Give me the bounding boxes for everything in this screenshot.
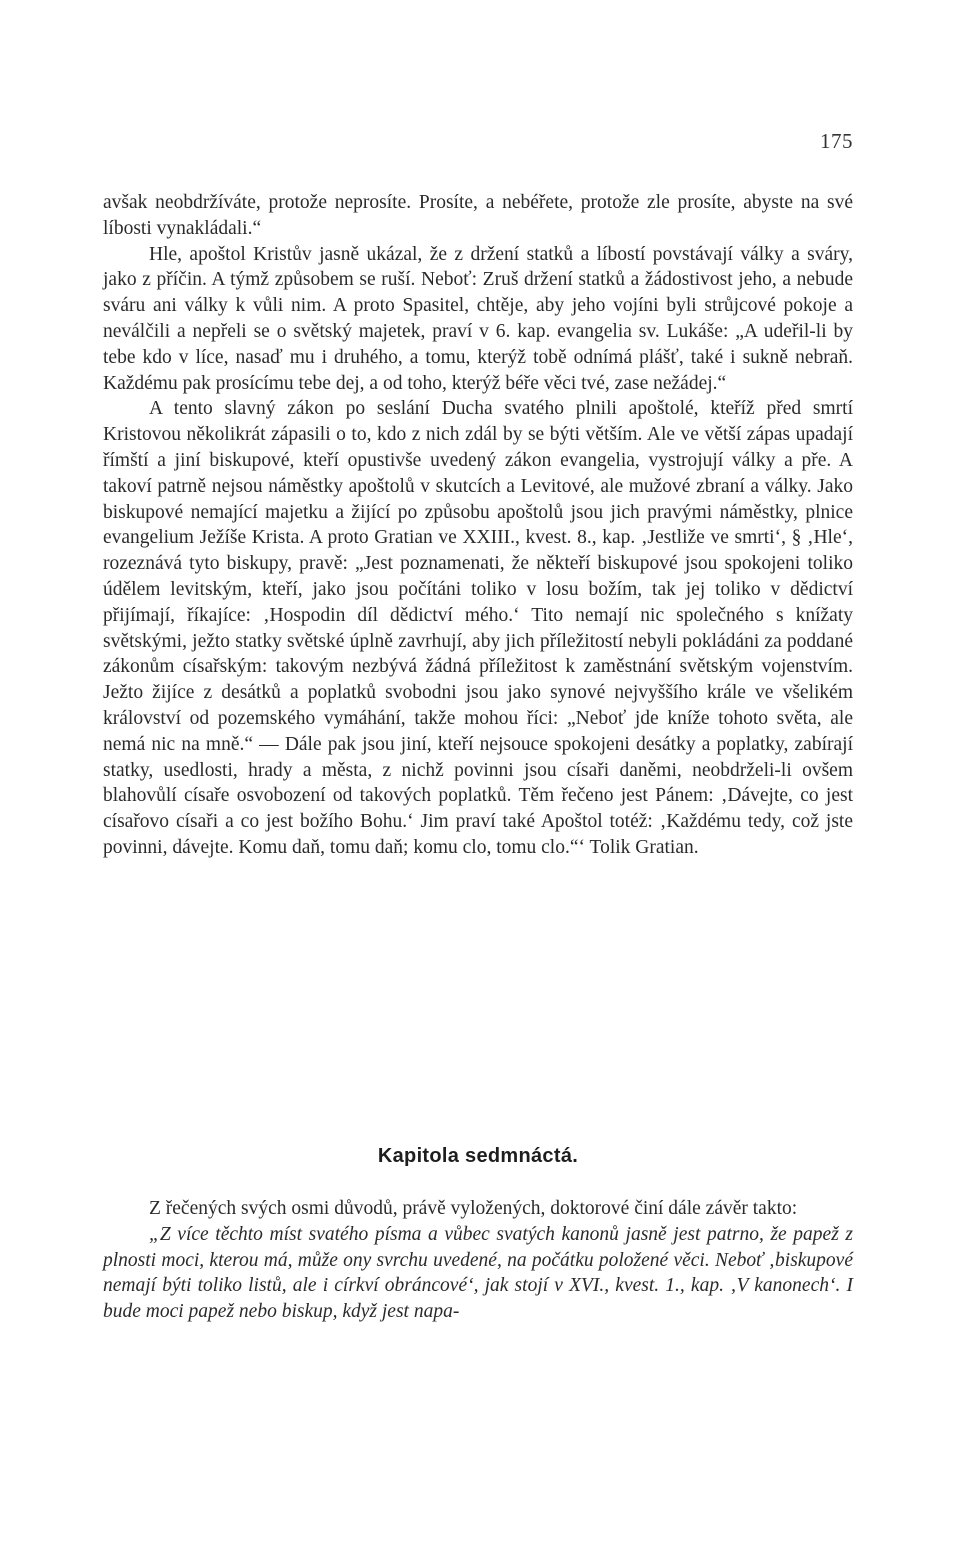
- chapter-text: [103, 1196, 853, 1325]
- paragraph: avšak neobdržíváte, protože neprosíte. Prosíte, a nebéřete, protože zle prosíte, abyste na své líbosti vynakládali.“: [103, 192, 853, 239]
- paragraph: Hle, apoštol Kristův jasně ukázal, že z držení statků a líbostí povstávají války a sváry, jako z příčin. A týmž způsobem se ruší. Neboť: Zruš držení statků a žádostivost jeho, a nebude sváru ani války k vůli nim. A proto Spasitel, chtěje, aby jeho vojíni byli strůjcové pokoje a neválčili a nepřeli se o světský majetek, praví v 6. kap. evangelia sv. Lukáše: „A udeřil-li by tebe kdo v líce, nasaď mu i druhého, a tomu, kterýž tobě odnímá plášť, také i sukně nebraň. Každému pak prosícímu tebe dej, a od toho, kterýž béře věci tvé, zase nežádej.“: [103, 243, 853, 394]
- chapter-intro-paragraph: Z řečených svých osmi důvodů, právě vyložených, doktorové činí dále závěr takto:: [149, 1198, 798, 1219]
- paragraph: A tento slavný zákon po seslání Ducha svatého plnili apoštolé, kteříž před smrtí Kristovou několikrát zápasili o to, kdo z nich zdál by se býti větším. Ale ve větší zápas upadají římští a jiní biskupové, kteří opustivše uvedený zákon evangelia, vystrojují války a pře. A takoví patrně nejsou náměstky apoštolů v skutcích a Levitové, ale mužové zbraní a války. Jako biskupové nemající majetku a žijící po způsobu apoštolů jsou jich pravými náměstky, plnice evangelium Ježíše Krista. A proto Gratian ve XXIII., kvest. 8., kap. ‚Jestliže ve smrti‘, § ‚Hle‘, rozeznává tyto biskupy, pravě: „Jest poznamenati, že někteří biskupové jsou spokojeni toliko údělem levitským, kteří, jako jsou počítáni toliko v losu božím, tak jej toliko v dědictví přijímají, říkajíce: ‚Hospodin díl dědictví mého.‘ Tito nemají nic společného s knížaty světskými, ježto statky světské úplně zavrhují, aby jich příležitostí nebyli pokládáni za poddané zákonům císařským: takovým nezbývá žádná příležitost k zaměstnání světským vojenstvím. Ježto žijíce z desátků a poplatků svobodni jsou jako synové nejvyššího krále ve všelikém království od pozemského vymáhání, takže mohou říci: „Neboť jde kníže tohoto světa, ale nemá nic na mně.“ — Dále pak jsou jiní, kteří nejsouce spokojeni desátky a poplatky, zabírají statky, usedlosti, hrady a města, z nichž povinni jsou císaři daněmi, neobdrželi-li ovšem blahovůlí císaře osvobození od takových poplatků. Těm řečeno jest Pánem: ‚Dávejte, co jest císařovo císaři a co jest božího Bohu.‘ Jim praví také Apoštol totéž: ‚Každému tedy, což jste povinni, dávejte. Komu daň, tomu daň; komu clo, tomu clo.“‘ Tolik Gratian.: [103, 398, 853, 858]
- chapter-quote-paragraph: „Z více těchto míst svatého písma a vůbec svatých kanonů jasně jest patrno, že papež z plnosti moci, kterou má, může ony svrchu uvedené, na počátku položené věci. Neboť ‚biskupové nemají býti toliko listů, ale i církví obráncové‘, jak stojí v XVI., kvest. 1., kap. ‚V kanonech‘. I bude moci papež nebo biskup, když jest napa-: [103, 1223, 853, 1323]
- page-number: 175: [820, 129, 853, 153]
- body-text: [103, 190, 853, 861]
- chapter-heading: Kapitola sedmnáctá.: [377, 1145, 579, 1167]
